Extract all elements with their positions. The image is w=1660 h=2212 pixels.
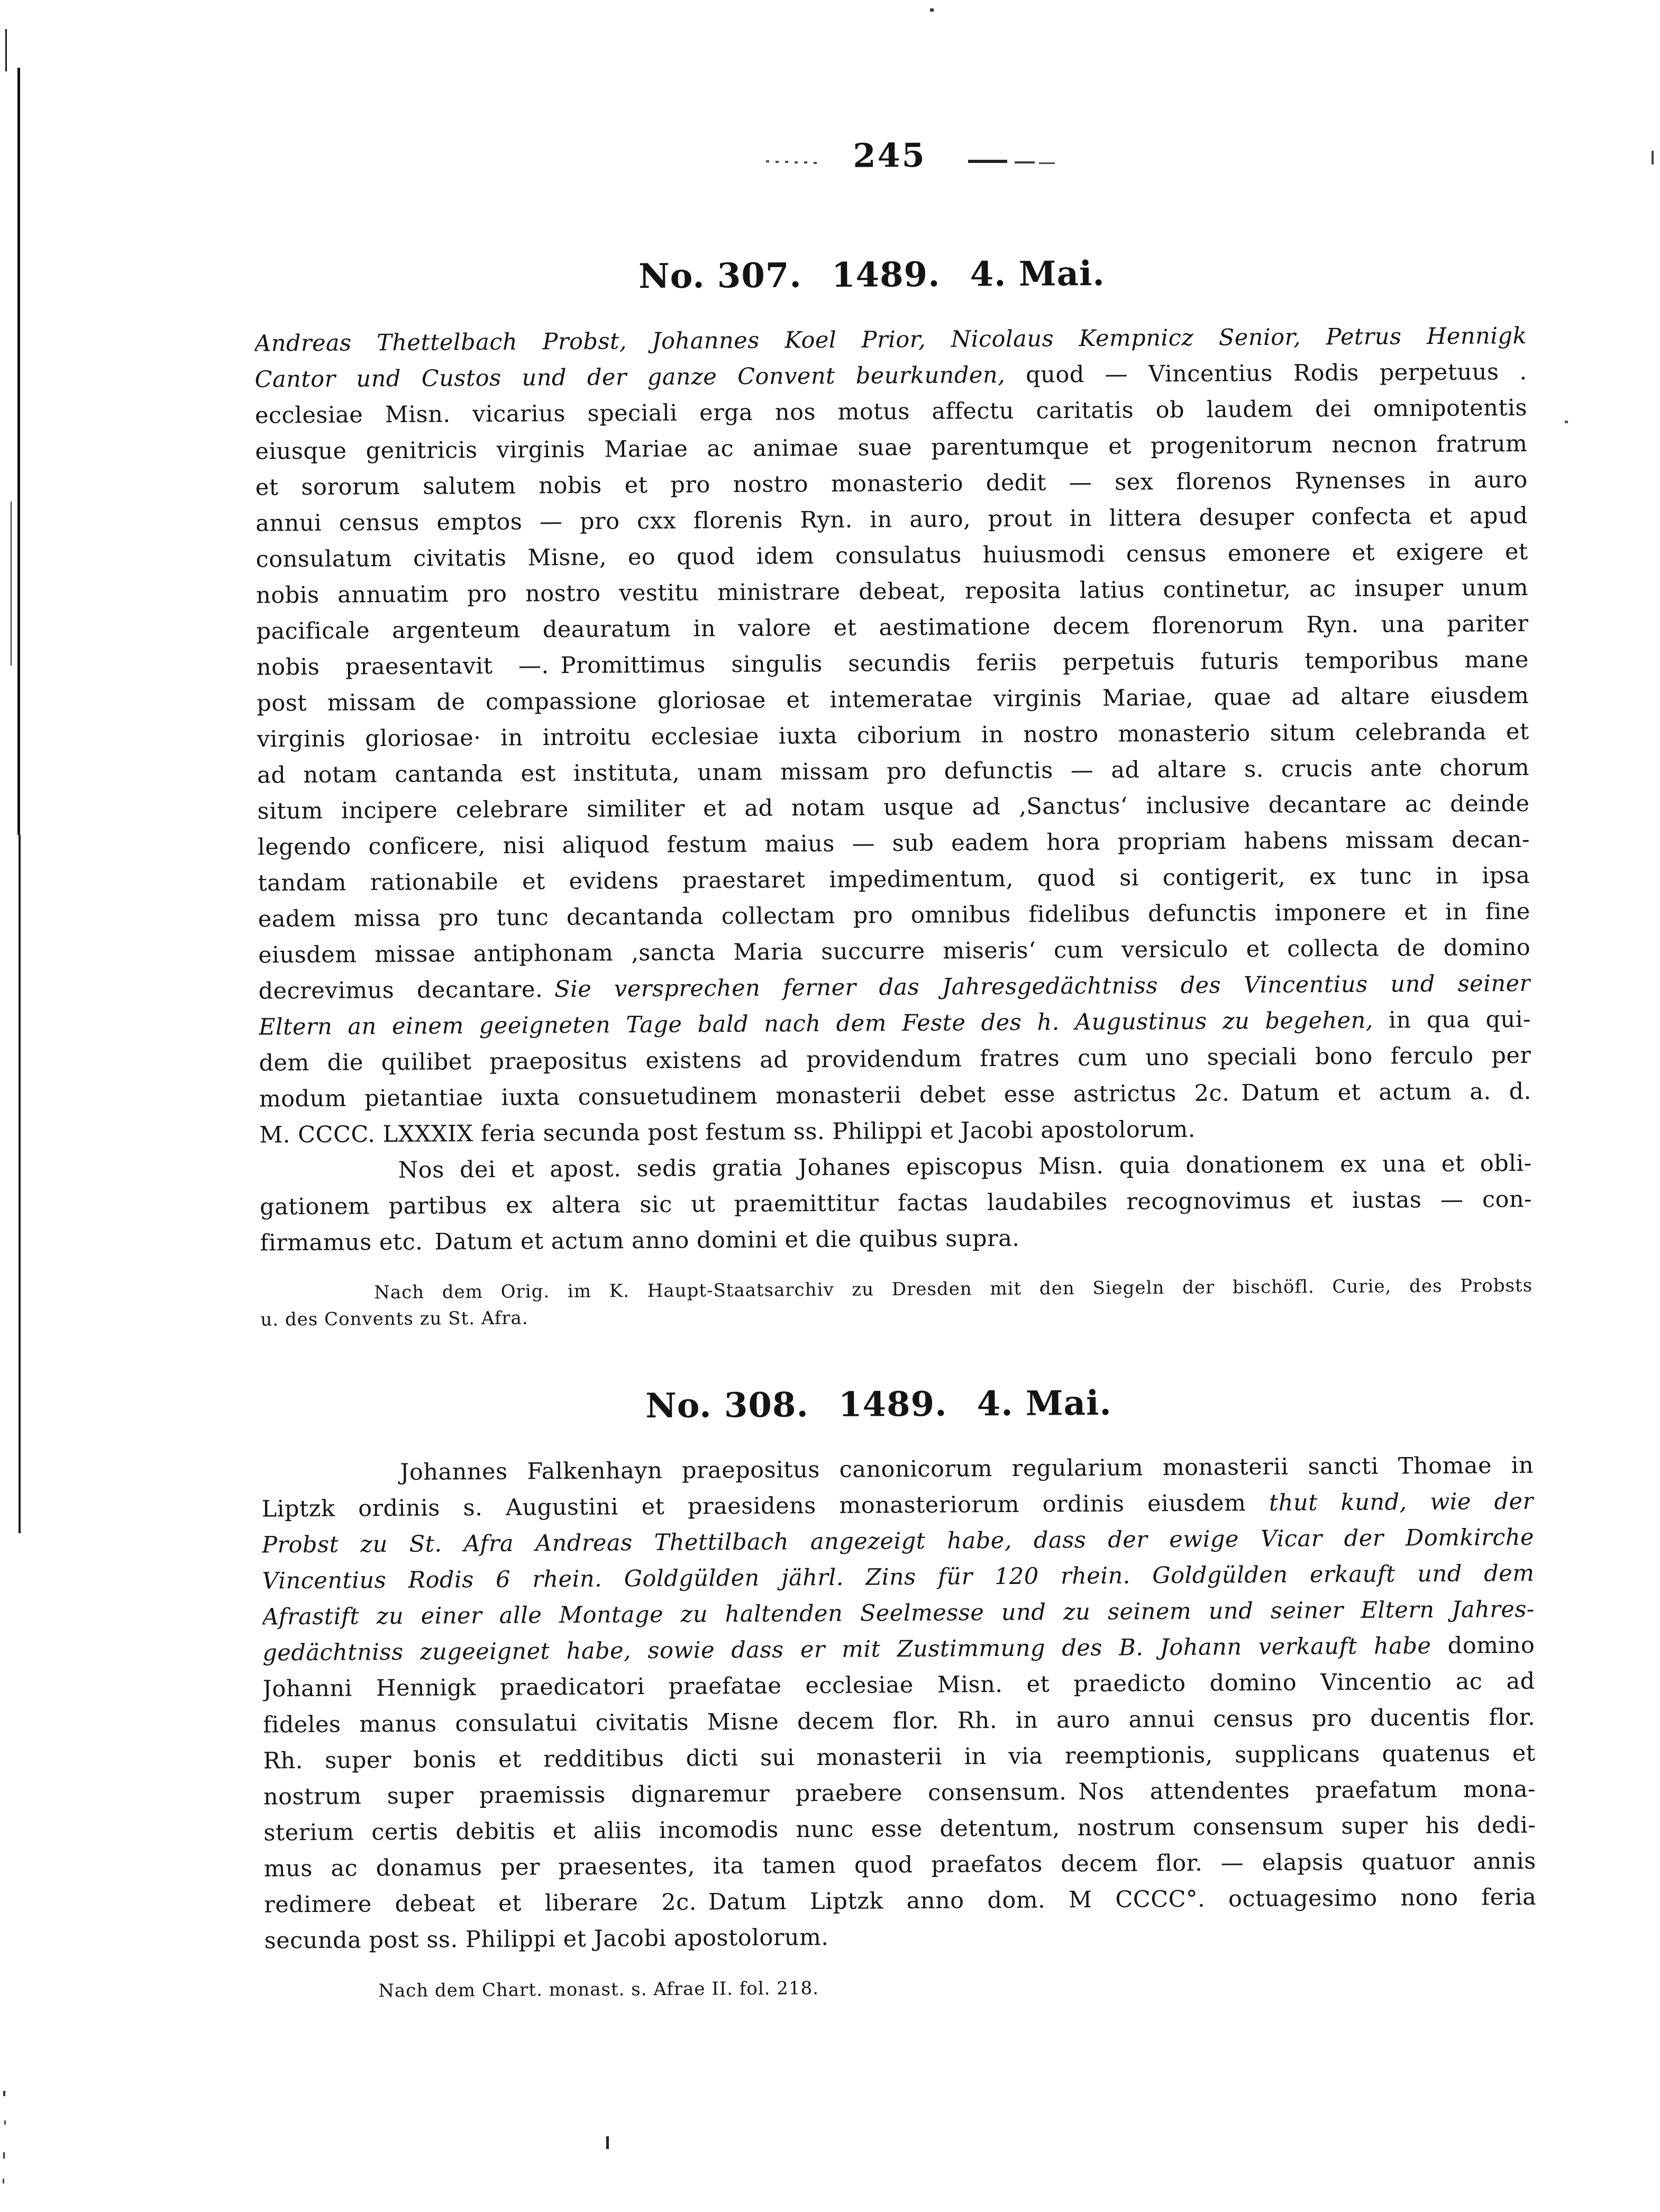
scan-artifact xyxy=(766,160,769,162)
scan-artifact xyxy=(785,161,788,163)
roman-text: situm incipere celebrare similiter et ad notam usque ad ‚Sanctus‘ inclusive decantare ac deinde xyxy=(257,790,1530,825)
roman-text: in qua qui- xyxy=(1373,1006,1531,1034)
roman-text: u. des Convents zu St. Afra. xyxy=(260,1307,528,1331)
roman-text: fideles manus consulatui civitatis Misne decem flor. Rh. in auro annui census pro ducentis flor. xyxy=(262,1704,1536,1738)
roman-text: Nos dei et apost. sedis gratia Johanes episcopus Misn. quia donationem ex una et obli- xyxy=(398,1150,1532,1184)
roman-text: domino xyxy=(1447,1632,1535,1659)
entry-307-source-note xyxy=(260,1272,1533,1333)
scan-artifact xyxy=(776,161,779,163)
scan-artifact xyxy=(1652,151,1654,165)
scan-artifact xyxy=(3,2091,5,2096)
scan-artifact xyxy=(1565,421,1568,423)
roman-text: decrevimus decantare. xyxy=(258,976,555,1005)
italic-text: Andreas Thettelbach Probst, Johannes Koel Prior, Nicolaus Kempnicz Senior, Petrus Hennigk xyxy=(254,322,1527,357)
scan-artifact xyxy=(606,2136,609,2149)
roman-text: firmamus etc. Datum et actum anno domini et die quibus supra. xyxy=(260,1225,1020,1257)
scan-artifact xyxy=(11,502,12,666)
scan-artifact xyxy=(795,161,798,163)
italic-text: Vincentius Rodis 6 rhein. Goldgülden jährl. Zins für 120 rhein. Goldgülden erkauft und dem xyxy=(262,1560,1535,1595)
italic-text: gedächtniss zugeeignet habe, sowie dass er mit Zustimmung des B. Johann verkauft habe xyxy=(262,1632,1448,1667)
roman-text: sterium certis debitis et aliis incomodis nunc esse detentum, nostrum consensum super his dedi- xyxy=(263,1812,1536,1846)
roman-text: gationem partibus ex altera sic ut praemittitur factas laudabiles recognovimus et iustas — con- xyxy=(259,1186,1533,1221)
entry-308-heading: No. 308. 1489. 4. Mai. xyxy=(645,1383,1112,1426)
italic-text: thut kund, wie der xyxy=(1269,1488,1534,1516)
scan-artifact xyxy=(3,2152,5,2159)
roman-text: post missam de compassione gloriosae et intemeratae virginis Mariae, quae ad altare eiusdem xyxy=(257,682,1529,717)
italic-text: Cantor und Custos und der ganze Convent beurkunden, xyxy=(254,361,1006,393)
scan-artifact xyxy=(1039,162,1055,164)
entry-308-text xyxy=(261,1448,1537,1959)
roman-text: nobis annuatim pro nostro vestitu ministrare debeat, reposita latius continetur, ac insuper unum xyxy=(256,574,1529,609)
scan-artifact xyxy=(4,2120,6,2125)
roman-text: ecclesiae Misn. vicarius speciali erga nos motus affectu caritatis ob laudem dei omnipotentis xyxy=(254,394,1528,429)
entry-308-source-note xyxy=(264,1971,1537,2005)
scan-artifact xyxy=(17,68,20,835)
text-line xyxy=(264,1915,1536,1959)
scan-artifact xyxy=(930,8,934,12)
roman-text: Liptzk ordinis s. Augustini et praesidens monasteriorum ordinis eiusdem xyxy=(261,1489,1270,1523)
roman-text: legendo conficere, nisi aliquod festum maius — sub eadem hora propriam habens missam decan- xyxy=(257,826,1530,861)
scan-artifact xyxy=(1015,161,1035,163)
roman-text: et sororum salutem nobis et pro nostro monasterio dedit — sex florenos Rynenses in auro xyxy=(255,466,1528,501)
roman-text: Johanni Hennigk praedicatori praefatae ecclesiae Misn. et praedicto domino Vincentio ac ad xyxy=(262,1668,1535,1703)
page-number: 245 xyxy=(853,135,926,175)
roman-text: ad notam cantanda est instituta, unam missam pro defunctis — ad altare s. crucis ante chorum xyxy=(257,754,1530,789)
roman-text: eiusque genitricis virginis Mariae ac animae suae parentumque et progenitorum necnon fratrum xyxy=(255,430,1528,465)
entry-307-text xyxy=(254,318,1533,1261)
italic-text: Probst zu St. Afra Andreas Thettilbach angezeigt habe, dass der ewige Vicar der Domkirche xyxy=(261,1524,1535,1559)
roman-text: eadem missa pro tunc decantanda collectam pro omnibus fidelibus defunctis imponere et in fine xyxy=(258,898,1530,933)
roman-text: Johannes Falkenhayn praepositus canonicorum regularium monasterii sancti Thomae in xyxy=(400,1452,1534,1486)
text-line xyxy=(264,1971,1537,2005)
italic-text: Sie versprechen ferner das Jahresgedächtniss des Vincentius und seiner xyxy=(554,970,1531,1003)
roman-text: redimere debeat et liberare 2c. Datum Liptzk anno dom. M CCCC°. octuagesimo nono feria xyxy=(264,1883,1537,1918)
roman-text: modum pietantiae iuxta consuetudinem monasterii debet esse astrictus 2c. Datum et actum a. d. xyxy=(259,1078,1532,1113)
scan-artifact xyxy=(814,162,817,164)
scan-artifact xyxy=(804,161,807,163)
roman-text: mus ac donamus per praesentes, ita tamen quod praefatos decem flor. — elapsis quatuor annis xyxy=(263,1847,1536,1882)
scan-artifact xyxy=(3,2179,4,2183)
roman-text: annui census emptos — pro cxx florenis Ryn. in auro, prout in littera desuper confecta et apud xyxy=(256,502,1528,537)
roman-text: quod — Vincentius Rodis perpetuus . xyxy=(1005,358,1527,388)
roman-text: pacificale argenteum deauratum in valore et aestimatione decem florenorum Ryn. una pariter xyxy=(256,610,1529,645)
italic-text: Eltern an einem geeigneten Tage bald nach dem Feste des h. Augustinus zu begehen, xyxy=(258,1007,1374,1041)
roman-text: secunda post ss. Philippi et Jacobi apostolorum. xyxy=(264,1924,829,1954)
roman-text: nobis praesentavit —. Promittimus singulis secundis feriis perpetuis futuris temporibus mane xyxy=(256,646,1529,681)
roman-text: tandam rationabile et evidens praestaret impedimentum, quod si contigerit, ex tunc in ipsa xyxy=(258,862,1530,897)
entry-307-heading: No. 307. 1489. 4. Mai. xyxy=(638,253,1105,297)
roman-text: dem die quilibet praepositus existens ad providendum fratres cum uno speciali bono ferculo per xyxy=(259,1042,1531,1077)
scan-artifact xyxy=(968,160,1007,163)
scan-artifact xyxy=(5,29,7,71)
roman-text: consulatum civitatis Misne, eo quod idem consulatus huiusmodi census emonere et exigere et xyxy=(256,538,1528,573)
text-line xyxy=(260,1217,1532,1261)
italic-text: Afrastift zu einer alle Montage zu haltenden Seelmesse und zu seinem und seiner Eltern Jahres- xyxy=(262,1596,1535,1631)
roman-text: eiusdem missae antiphonam ‚sancta Maria succurre miseris‘ cum versiculo et collecta de domino xyxy=(258,934,1531,969)
roman-text: Rh. super bonis et redditibus dicti sui monasterii in via reemptionis, supplicans quatenus et xyxy=(263,1740,1536,1774)
roman-text: M. CCCC. LXXXIX feria secunda post festum ss. Philippi et Jacobi apostolorum. xyxy=(259,1116,1196,1149)
roman-text: virginis gloriosae· in introitu ecclesiae iuxta ciborium in nostro monasterio situm celebranda et xyxy=(257,718,1529,753)
roman-text: Nach dem Orig. im K. Haupt-Staatsarchiv zu Dresden mit den Siegeln der bischöfl. Curie, des Probsts xyxy=(374,1275,1533,1304)
roman-text: Nach dem Chart. monast. s. Afrae II. fol. 218. xyxy=(378,1978,819,2002)
roman-text: nostrum super praemissis dignaremur praebere consensum. Nos attendentes praefatum mona- xyxy=(263,1776,1536,1810)
scan-artifact xyxy=(19,835,21,1533)
